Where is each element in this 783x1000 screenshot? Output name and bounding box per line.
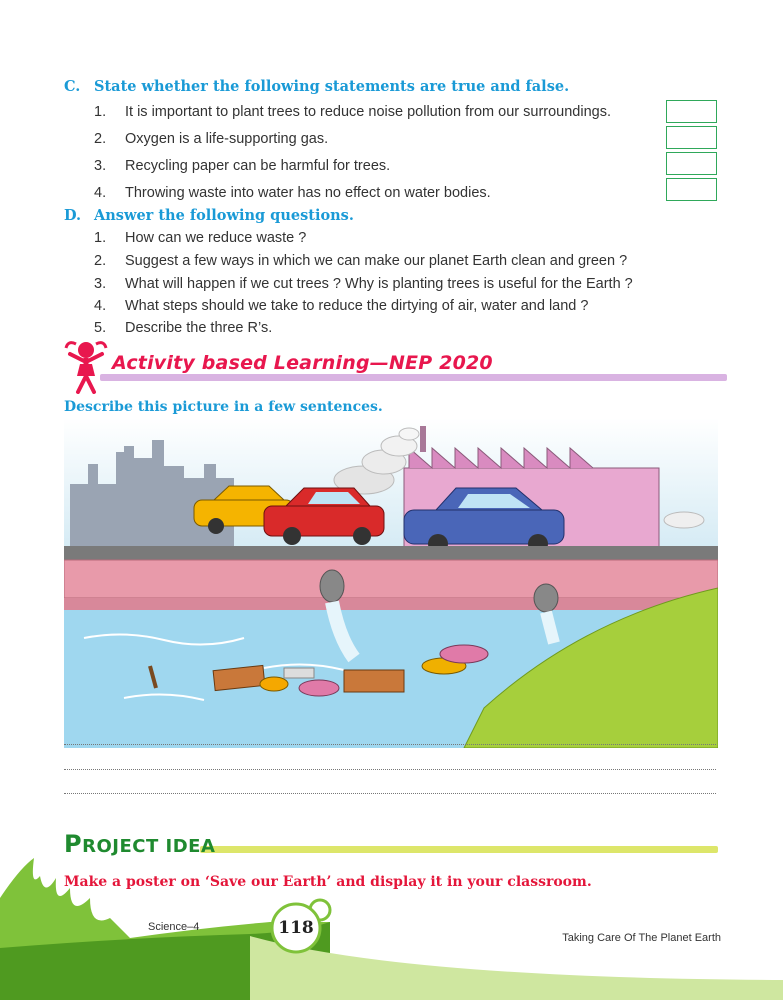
writing-line-2[interactable] (64, 769, 716, 770)
statement-1: 1. It is important to plant trees to reduce noise pollution from our surroundings. (94, 104, 612, 120)
question-4: 4. What steps should we take to reduce the dirtying of air, water and land ? (94, 298, 589, 314)
pollution-illustration (64, 418, 718, 748)
page-number: 118 (278, 918, 314, 938)
grass-footer-decoration (0, 858, 783, 1000)
activity-title: Activity based Learning—NEP 2020 (112, 352, 493, 374)
activity-underline (100, 374, 727, 381)
statement-3: 3. Recycling paper can be harmful for trees. (94, 158, 391, 174)
statement-4: 4. Throwing waste into water has no effect on water bodies. (94, 185, 491, 201)
answer-box-3[interactable] (666, 152, 717, 175)
footer-chapter-title: Taking Care Of The Planet Earth (562, 932, 721, 944)
section-c-letter: C. (64, 78, 81, 95)
answer-box-1[interactable] (666, 100, 717, 123)
writing-line-1[interactable] (64, 744, 716, 745)
question-2: 2. Suggest a few ways in which we can make our planet Earth clean and green ? (94, 253, 628, 269)
question-3: 3. What will happen if we cut trees ? Why is planting trees is useful for the Earth ? (94, 276, 633, 292)
section-c-heading (64, 78, 569, 95)
statement-2: 2. Oxygen is a life-supporting gas. (94, 131, 329, 147)
section-c-title: State whether the following statements are true and false. (94, 78, 570, 95)
activity-kid-icon (62, 338, 110, 394)
section-d-letter: D. (64, 207, 82, 224)
question-1: 1. How can we reduce waste ? (94, 230, 307, 246)
activity-prompt: Describe this picture in a few sentences. (64, 399, 383, 415)
answer-box-2[interactable] (666, 126, 717, 149)
project-underline (200, 846, 718, 853)
project-title: PROJECT IDEA (64, 830, 216, 858)
section-d-heading (64, 207, 354, 224)
answer-box-4[interactable] (666, 178, 717, 201)
project-instruction: Make a poster on ‘Save our Earth’ and display it in your classroom. (64, 874, 592, 890)
question-5: 5. Describe the three R’s. (94, 320, 273, 336)
writing-line-3[interactable] (64, 793, 716, 794)
section-d-title: Answer the following questions. (94, 207, 354, 224)
footer-subject: Science–4 (148, 921, 200, 933)
